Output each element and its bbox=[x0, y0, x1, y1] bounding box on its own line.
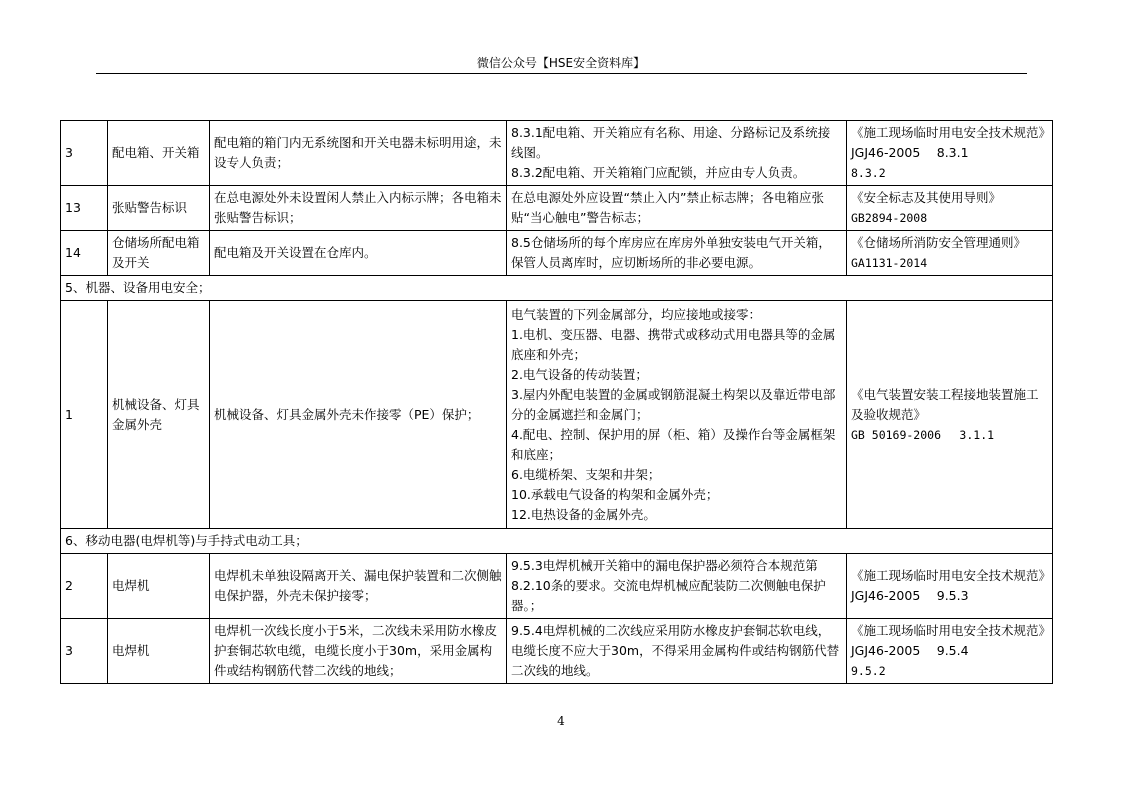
requirement-line: 12.电热设备的金属外壳。 bbox=[511, 506, 656, 522]
table-row bbox=[61, 231, 1053, 276]
row-basis bbox=[847, 231, 1053, 276]
requirement-line: 9.5.3电焊机械开关箱中的漏电保护器必须符合本规范第8.2.10条的要求。交流电焊机械应配装防二次侧触电保护器。； bbox=[511, 558, 826, 613]
requirement-line: 9.5.4电焊机械的二次线应采用防水橡皮护套铜芯软电线，电缆长度不应大于30m，不得采用金属构件或结构钢筋代替二次线的地线。 bbox=[511, 623, 840, 678]
page-header: 微信公众号【HSE安全资料库】 bbox=[476, 56, 646, 70]
row-number: 3 bbox=[61, 121, 108, 186]
row-basis bbox=[847, 619, 1053, 684]
row-number: 14 bbox=[61, 231, 108, 276]
requirement-line: 1.电机、变压器、电器、携带式或移动式用电器具等的金属底座和外壳； bbox=[511, 326, 836, 362]
basis-line: 《电气装置安装工程接地装置施工及验收规范》 bbox=[851, 386, 1039, 422]
page-number: 4 bbox=[557, 714, 565, 728]
basis-line: 8.3.2 bbox=[851, 166, 886, 180]
section-row bbox=[61, 276, 1053, 301]
table-row bbox=[61, 554, 1053, 619]
basis-line: 《施工现场临时用电安全技术规范》JGJ46-2005 9.5.4 bbox=[851, 623, 1045, 658]
row-requirement bbox=[507, 186, 847, 231]
requirement-line: 8.5仓储场所的每个库房应在库房外单独安装电气开关箱，保管人员离库时，应切断场所的非必要电源。 bbox=[511, 235, 831, 270]
row-item: 电焊机 bbox=[108, 554, 210, 619]
row-problem: 电焊机一次线长度小于5米，二次线未采用防水橡皮护套铜芯软电缆，电缆长度小于30m，采用金属构件或结构钢筋代替二次线的地线； bbox=[210, 619, 507, 684]
basis-line: 《仓储场所消防安全管理通则》 bbox=[851, 235, 1027, 250]
section-title: 6、移动电器(电焊机等)与手持式电动工具； bbox=[61, 529, 1053, 554]
row-requirement bbox=[507, 231, 847, 276]
row-problem: 配电箱的箱门内无系统图和开关电器未标明用途，未设专人负责； bbox=[210, 121, 507, 186]
row-item: 仓储场所配电箱及开关 bbox=[108, 231, 210, 276]
row-number: 3 bbox=[61, 619, 108, 684]
section-title: 5、机器、设备用电安全； bbox=[61, 276, 1053, 301]
table-row bbox=[61, 186, 1053, 231]
basis-line: GB2894-2008 bbox=[851, 211, 928, 225]
row-item: 机械设备、灯具金属外壳 bbox=[108, 301, 210, 529]
row-basis bbox=[847, 301, 1053, 529]
requirement-line: 2.电气设备的传动装置； bbox=[511, 366, 648, 382]
requirement-line: 在总电源处外应设置“禁止入内”禁止标志牌；各电箱应张贴“当心触电”警告标志； bbox=[511, 190, 824, 225]
row-problem: 机械设备、灯具金属外壳未作接零（PE）保护； bbox=[210, 301, 507, 529]
row-number: 1 bbox=[61, 301, 108, 529]
row-number: 2 bbox=[61, 554, 108, 619]
requirement-line: 6.电缆桥架、支架和井架； bbox=[511, 466, 661, 482]
row-basis bbox=[847, 121, 1053, 186]
requirement-line: 4.配电、控制、保护用的屏（柜、箱）及操作台等金属框架和底座； bbox=[511, 426, 836, 462]
row-problem: 配电箱及开关设置在仓库内。 bbox=[210, 231, 507, 276]
inspection-table bbox=[60, 120, 1053, 684]
basis-line: 《施工现场临时用电安全技术规范》JGJ46-2005 8.3.1 bbox=[851, 125, 1045, 160]
row-item: 配电箱、开关箱 bbox=[108, 121, 210, 186]
row-basis bbox=[847, 554, 1053, 619]
section-row bbox=[61, 529, 1053, 554]
basis-line: GA1131-2014 bbox=[851, 256, 928, 270]
table-row bbox=[61, 619, 1053, 684]
row-problem: 在总电源处外未设置闲人禁止入内标示牌；各电箱未张贴警告标识； bbox=[210, 186, 507, 231]
row-basis bbox=[847, 186, 1053, 231]
row-item: 电焊机 bbox=[108, 619, 210, 684]
table-row bbox=[61, 301, 1053, 529]
basis-line: 《安全标志及其使用导则》 bbox=[851, 190, 1002, 205]
basis-line: 9.5.2 bbox=[851, 664, 886, 678]
header-rule bbox=[96, 73, 1027, 74]
row-requirement bbox=[507, 121, 847, 186]
basis-line: GB 50169-2006 3.1.1 bbox=[851, 427, 995, 442]
row-requirement bbox=[507, 619, 847, 684]
basis-line: 《施工现场临时用电安全技术规范》JGJ46-2005 9.5.3 bbox=[851, 568, 1045, 603]
table-row bbox=[61, 121, 1053, 186]
row-problem: 电焊机未单独设隔离开关、漏电保护装置和二次侧触电保护器，外壳未保护接零； bbox=[210, 554, 507, 619]
row-requirement bbox=[507, 301, 847, 529]
row-item: 张贴警告标识 bbox=[108, 186, 210, 231]
requirement-line: 电气装置的下列金属部分，均应接地或接零： bbox=[511, 306, 762, 322]
requirement-line: 3.屋内外配电装置的金属或钢筋混凝土构架以及靠近带电部分的金属遮拦和金属门； bbox=[511, 386, 836, 422]
requirement-line: 8.3.1配电箱、开关箱应有名称、用途、分路标记及系统接线图。 bbox=[511, 125, 831, 160]
row-requirement bbox=[507, 554, 847, 619]
requirement-line: 10.承载电气设备的构架和金属外壳； bbox=[511, 486, 719, 502]
row-number: 13 bbox=[61, 186, 108, 231]
requirement-line: 8.3.2配电箱、开关箱箱门应配锁，并应由专人负责。 bbox=[511, 165, 806, 180]
